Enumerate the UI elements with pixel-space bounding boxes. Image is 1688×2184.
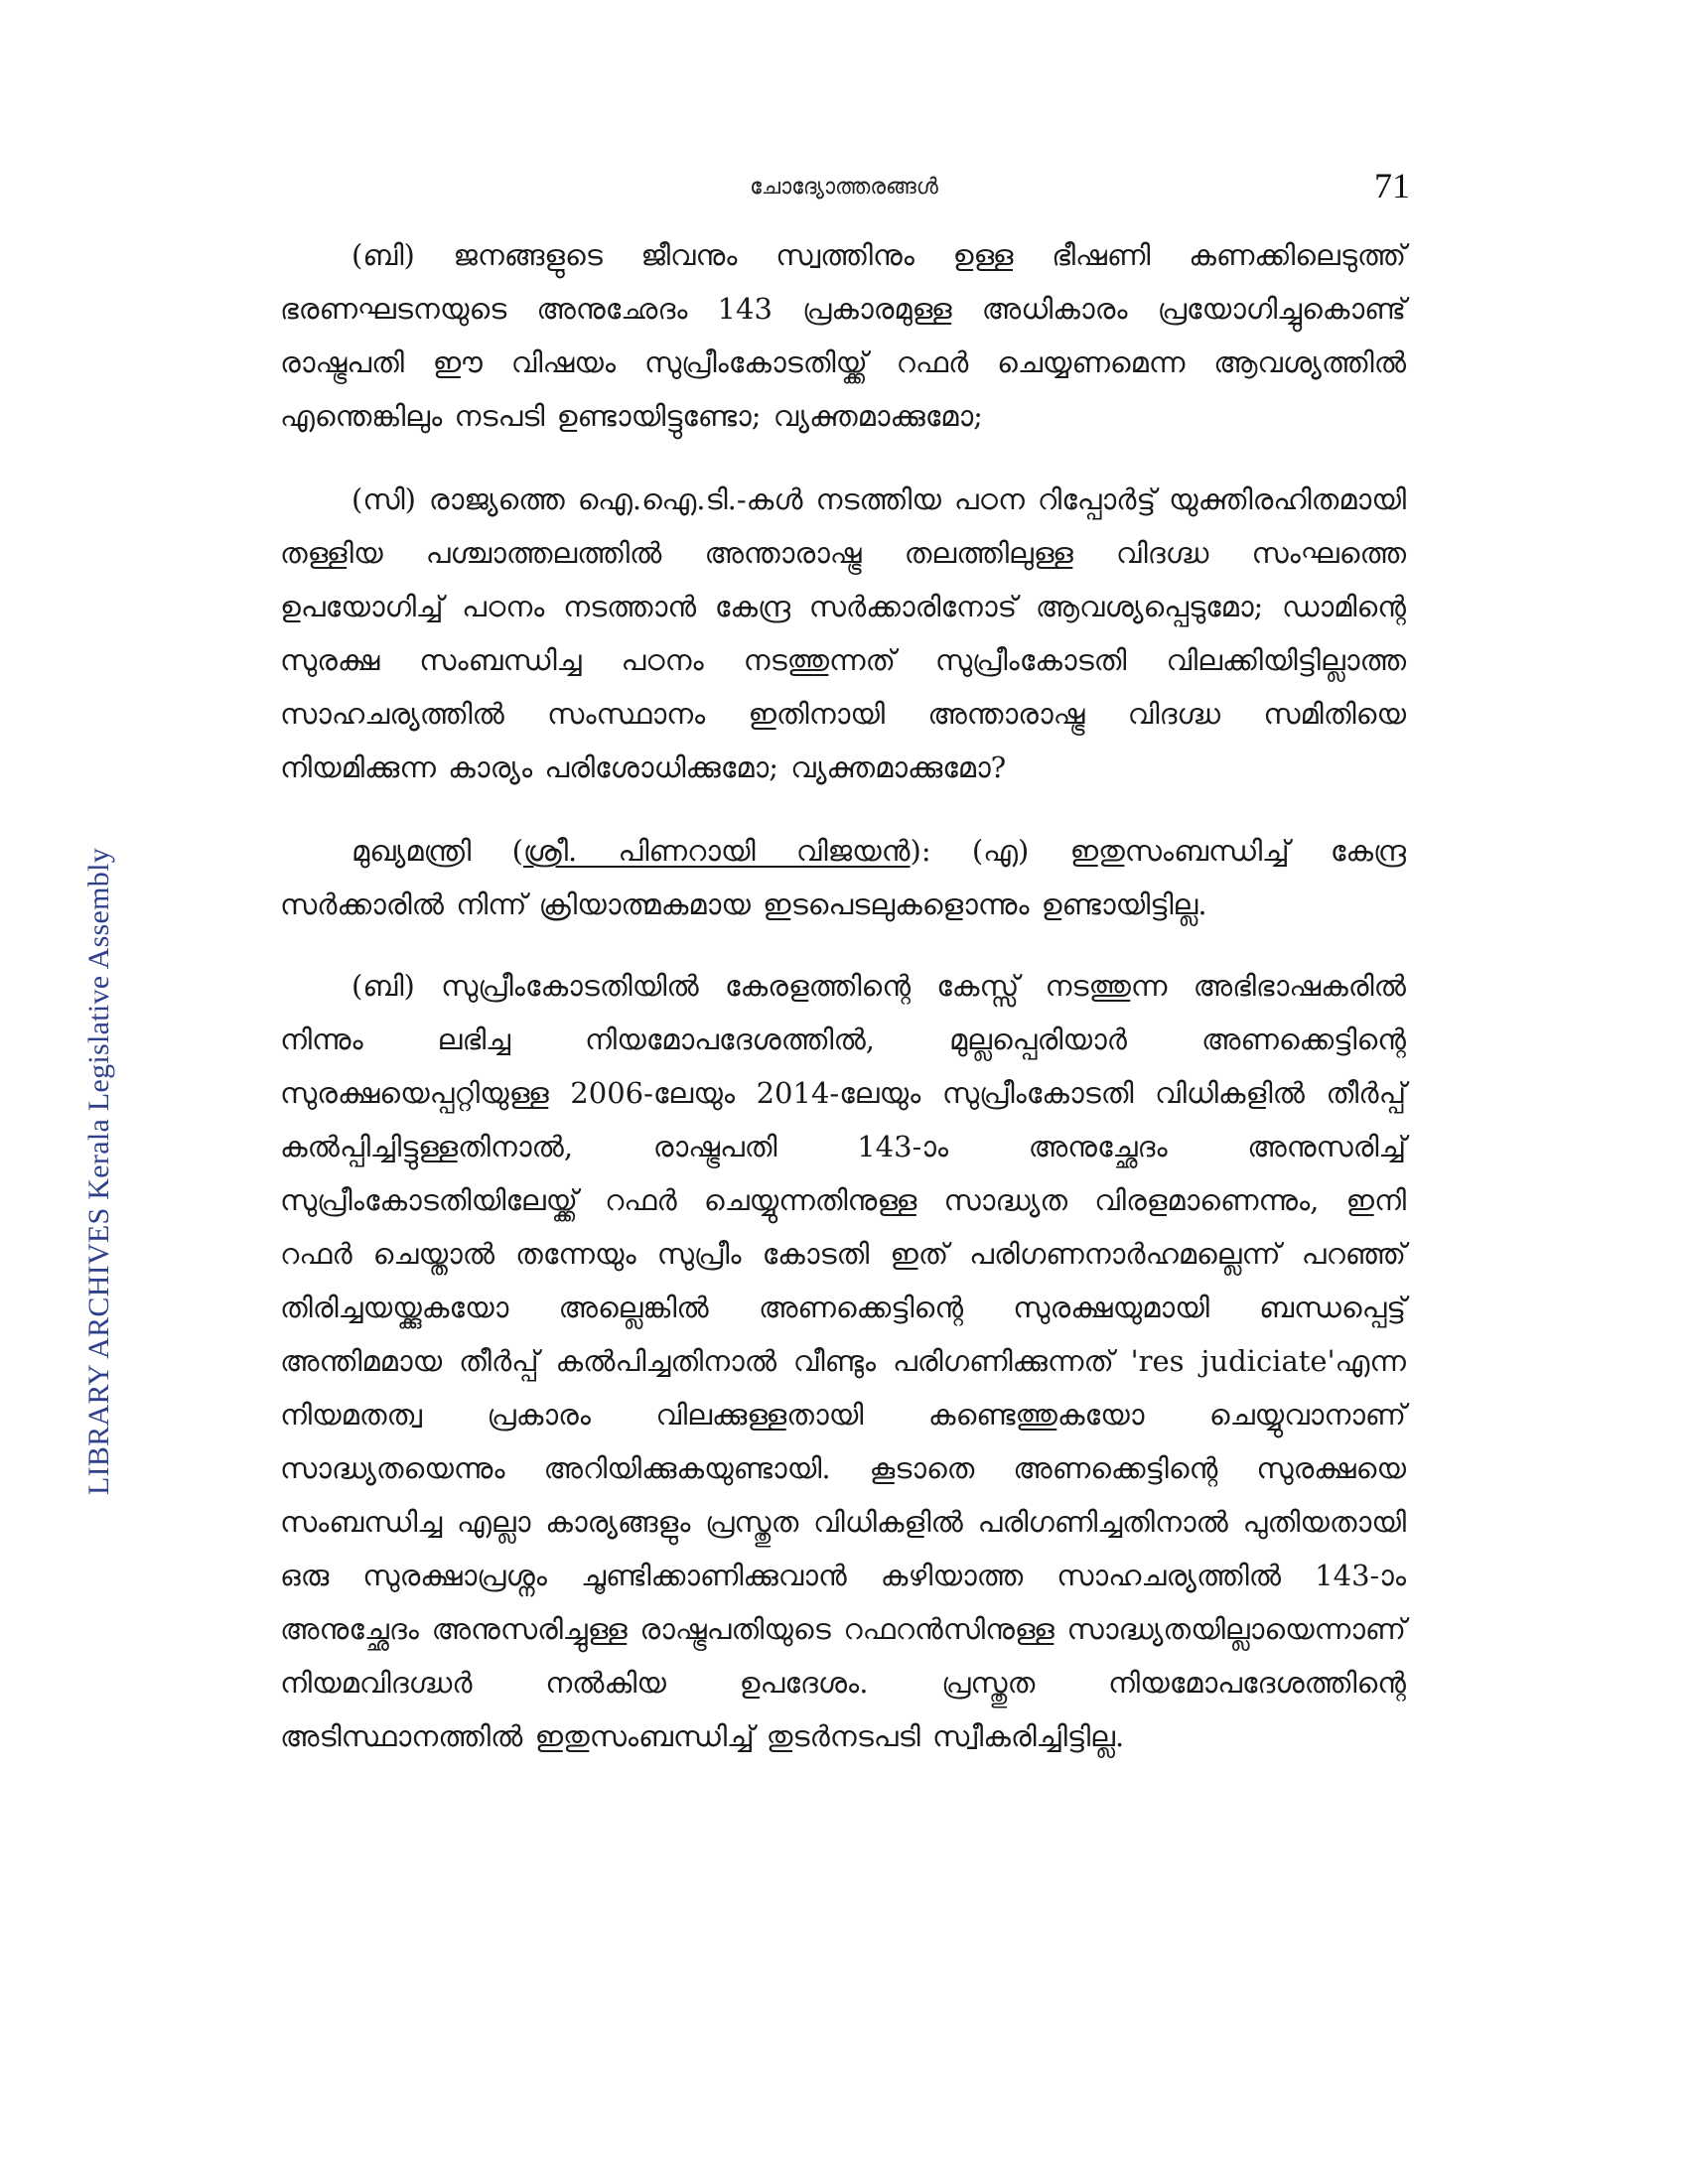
question-c-paragraph: (സി) രാജ്യത്തെ ഐ.ഐ.ടി.-കൾ നടത്തിയ പഠന റിപ്പോർട്ട് യുക്തിരഹിതമായി തള്ളിയ പശ്ചാത്തലത്തിൽ അന്താരാഷ്ട്ര തലത്തിലുള്ള വിദഗ്ദ്ധ സംഘത്തെ ഉപയോഗിച്ച് പഠനം നടത്താൻ കേന്ദ്ര സർക്കാരിനോട് ആവശ്യപ്പെടുമോ; ഡാമിന്റെ സുരക്ഷ സംബന്ധിച്ച പഠനം നടത്തുന്നത് സുപ്രീംകോടതി വിലക്കിയിട്ടില്ലാത്ത സാഹചര്യത്തിൽ സംസ്ഥാനം ഇതിനായി അന്താരാഷ്ട്ര വിദഗ്ദ്ധ സമിതിയെ നിയമിക്കുന്ന കാര്യം പരിശോധിക്കുമോ; വ്യക്തമാക്കുമോ?: [280, 482, 1406, 784]
speaker-name: ശ്രീ. പിണറായി വിജയൻ: [522, 834, 911, 868]
speaker-prefix: മുഖ്യമന്ത്രി (: [352, 834, 523, 868]
answer-b-paragraph: (ബി) സുപ്രീംകോടതിയിൽ കേരളത്തിന്റെ കേസ്സ് നടത്തുന്ന അഭിഭാഷകരിൽ നിന്നും ലഭിച്ച നിയമോപദേശത്തിൽ, മുല്ലപ്പെരിയാർ അണക്കെട്ടിന്റെ സുരക്ഷയെപ്പറ്റിയുള്ള 2006-ലേയും 2014-ലേയും സുപ്രീംകോടതി വിധികളിൽ തീർപ്പ് കൽപ്പിച്ചിട്ടുള്ളതിനാൽ, രാഷ്ട്രപതി 143-ാം അനുച്ഛേദം അനുസരിച്ച് സുപ്രീംകോടതിയിലേയ്ക്ക് റഫർ ചെയ്യുന്നതിനുള്ള സാദ്ധ്യത വിരളമാണെന്നും, ഇനി റഫർ ചെയ്താൽ തന്നേയും സുപ്രീം കോടതി ഇത് പരിഗണനാർഹമല്ലെന്ന് പറഞ്ഞ് തിരിച്ചയയ്ക്കുകയോ അല്ലെങ്കിൽ അണക്കെട്ടിന്റെ സുരക്ഷയുമായി ബന്ധപ്പെട്ട് അന്തിമമായ തീർപ്പ് കൽപിച്ചതിനാൽ വീണ്ടും പരിഗണിക്കുന്നത് 'res judiciate'എന്ന നിയമതത്വ പ്രകാരം വിലക്കുള്ളതായി കണ്ടെത്തുകയോ ചെയ്യുവാനാണ് സാദ്ധ്യതയെന്നും അറിയിക്കുകയുണ്ടായി. കൂടാതെ അണക്കെട്ടിന്റെ സുരക്ഷയെ സംബന്ധിച്ച എല്ലാ കാര്യങ്ങളും പ്രസ്തുത വിധികളിൽ പരിഗണിച്ചതിനാൽ പുതിയതായി ഒരു സുരക്ഷാപ്രശ്നം ചൂണ്ടിക്കാണിക്കുവാൻ കഴിയാത്ത സാഹചര്യത്തിൽ 143-ാം അനുച്ഛേദം അനുസരിച്ചുള്ള രാഷ്ട്രപതിയുടെ റഫറൻസിനുള്ള സാദ്ധ്യതയില്ലായെന്നാണ് നിയമവിദഗ്ദ്ധർ നൽകിയ ഉപദേശം. പ്രസ്തുത നിയമോപദേശത്തിന്റെ അടിസ്ഥാനത്തിൽ ഇതുസംബന്ധിച്ച് തുടർനടപടി സ്വീകരിച്ചിട്ടില്ല.: [280, 969, 1406, 1753]
archive-watermark: LIBRARY ARCHIVES Kerala Legislative Assembly: [82, 847, 115, 1496]
page-number: 71: [1374, 166, 1410, 205]
speaker-suffix: ):: [910, 834, 972, 868]
answer-a-text: (എ) ഇതുസംബന്ധിച്ച് കേന്ദ്ര സർക്കാരിൽ നിന്ന് ക്രിയാത്മകമായ ഇടപെടലുകളൊന്നും ഉണ്ടായിട്ടില്ല.: [280, 834, 1406, 921]
page-body: [280, 228, 1406, 1793]
running-header: ചോദ്യോത്തരങ്ങൾ: [750, 175, 938, 200]
question-b-paragraph: (ബി) ജനങ്ങളുടെ ജീവനും സ്വത്തിനും ഉള്ള ഭീഷണി കണക്കിലെടുത്ത് ഭരണഘടനയുടെ അനുഛേദം 143 പ്രകാരമുള്ള അധികാരം പ്രയോഗിച്ചുകൊണ്ട് രാഷ്ട്രപതി ഈ വിഷയം സുപ്രീംകോടതിയ്ക്ക് റഫർ ചെയ്യണമെന്ന ആവശ്യത്തിൽ എന്തെങ്കിലും നടപടി ഉണ്ടായിട്ടുണ്ടോ; വ്യക്തമാക്കുമോ;: [280, 238, 1406, 433]
answer-a-paragraph: [280, 824, 1406, 931]
